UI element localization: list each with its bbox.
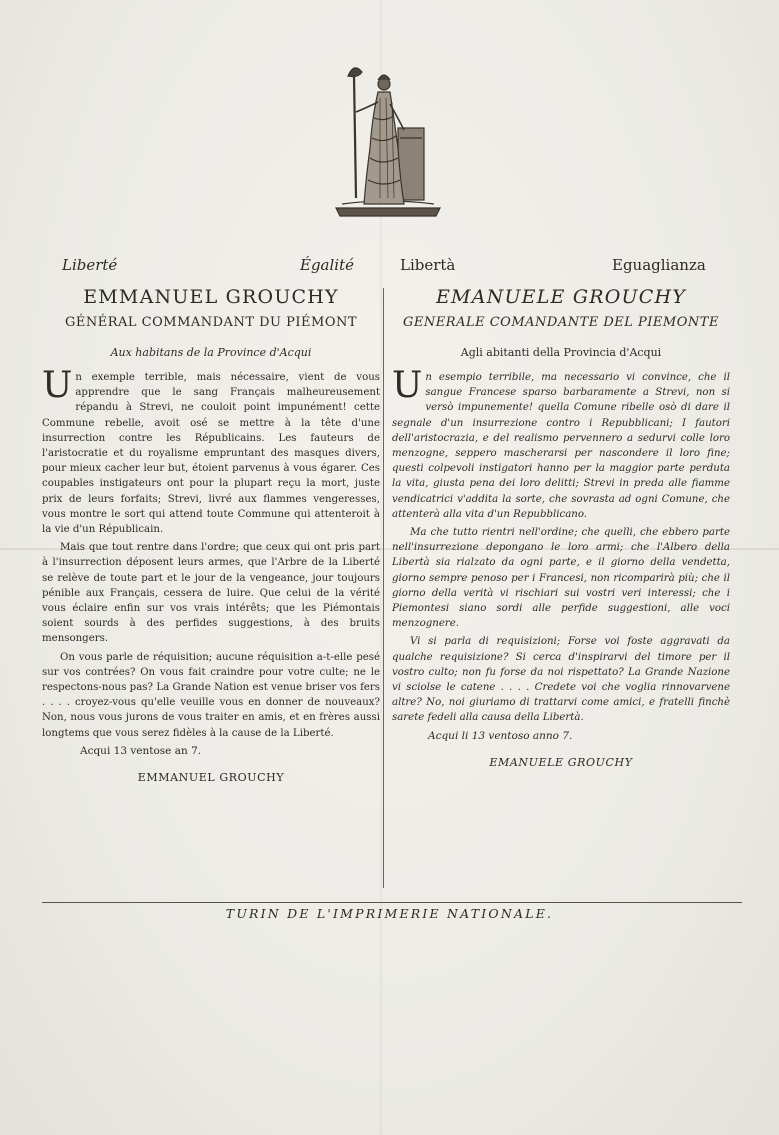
french-paragraph-2: Mais que tout rentre dans l'ordre; que ceux qui ont pris part à l'insurrection déposent leurs armes, que l'Arbre de la Liberté se relève de toute part et le jour de la vengeance, jour toujours pénible aux Français, cessera de luire. Que celui de la vérité vous éclaire enfin sur vos vrais intérêts; que les Piémontais soient sourds à des perfides suggestions, à des bruits mensongers.: [42, 542, 380, 645]
italian-paragraph-2: Ma che tutto rientri nell'ordine; che quelli, che ebbero parte nell'insurrezione depongano le loro armi; che l'Albero della Libertà sia rialzato da ogni parte, e il giorno della vendetta, giorno sempre penoso per i Francesi, non ricomparirà più; che il giorno della verità vi rischiari sui vostri veri interessi; che i Piemontesi siano sordi alle perfide suggestioni, alle voci menzognere.: [392, 527, 730, 630]
italian-dropcap: U: [392, 365, 423, 406]
column-divider: [383, 288, 384, 888]
italian-signature: EMANUELE GROUCHY: [489, 755, 633, 769]
motto-liberta: Libertà: [400, 256, 456, 274]
italian-author-name: EMANUELE GROUCHY: [435, 286, 686, 308]
liberty-figure-vignette-icon: [328, 58, 448, 228]
printer-imprint: TURIN DE L'IMPRIMERIE NATIONALE.: [225, 906, 554, 921]
motto-egalite: Égalité: [300, 256, 354, 274]
french-author-name: EMMANUEL GROUCHY: [83, 286, 339, 308]
italian-paragraph-1-text: n esempio terribile, ma necessario vi convince, che il sangue Francese sparso barbaramente a Strevi, non si versò impunemente! quella Comune ribelle osò di dare il segnale d'un insurrezione contro i Repubblicani; I fautori dell'aristocrazia, e del realismo pervennero a sedurvi colle loro menzogne, seppero mascherarsi per nascondere il loro fine; questi colpevoli instigatori hanno per la maggior parte perduta la vita, giusta pena dei loro delitti; Strevi in preda alle fiamme vendicatrici v'addita la sorte, che sovrasta ad ogni Comune, che attenterà alla vita d'un Repubblicano.: [392, 372, 730, 520]
motto-liberte: Liberté: [62, 256, 118, 274]
french-paragraph-1: [42, 365, 380, 537]
french-signature: EMMANUEL GROUCHY: [137, 770, 285, 784]
french-paragraph-1-text: n exemple terrible, mais nécessaire, vient de vous apprendre que le sang Français malheureusement répandu à Strevi, ne couloit point impunément! cette Commune rebelle, avoit osé se mettre à la tête d'une insurrection contre les Républicains. Les fauteurs de l'aristocratie et du royalisme empruntant des masques divers, pour mieux cacher leur but, étoient parvenus à vous égarer. Ces coupables instigateurs ont pour la plupart reçu la mort, juste prix de leurs forfaits; Strevi, livré aux flammes vengeresses, vous montre le sort qui attend toute Commune qui attenteroit à la vie d'un Républicain.: [42, 372, 380, 536]
imprint-rule: [42, 902, 742, 903]
italian-author-title: GENERALE COMANDANTE DEL PIEMONTE: [403, 315, 719, 330]
french-dateline: Acqui 13 ventose an 7.: [80, 744, 202, 757]
italian-address: Agli abitanti della Provincia d'Acqui: [460, 346, 662, 359]
italian-column: [392, 284, 730, 769]
italian-paragraph-3: Vi si parla di requisizioni; Forse voi foste aggravati da qualche requisizione? Si cerca d'inspirarvi del timore per il vostro culto; non fu forse da noi rispettato? La Grande Nazione vi sciolse le catene . . . . Credete voi che voglia rinnovarvene altre? No, noi giuriamo di trattarvi come amici, e fratelli finchè sarete fedeli alla causa della Libertà.: [392, 636, 730, 724]
french-paragraph-3: On vous parle de réquisition; aucune réquisition a-t-elle pesé sur vos contrées? On vous fait craindre pour votre culte; ne le respectons-nous pas? La Grande Nation est venue briser vos fers . . . . croyez-vous qu'elle veuille vous en donner de nouveaux? Non, nous vous jurons de vous traiter en amis, et en frères aussi longtems que vous serez fidèles à la cause de la Liberté.: [42, 651, 380, 739]
motto-eguaglianza: Eguaglianza: [612, 256, 706, 274]
french-column: [42, 284, 380, 784]
french-author-title: GÉNÉRAL COMMANDANT DU PIÉMONT: [64, 315, 358, 330]
french-address: Aux habitans de la Province d'Acqui: [110, 346, 312, 359]
italian-paragraph-1: [392, 365, 730, 522]
italian-dateline: Acqui li 13 ventoso anno 7.: [428, 729, 573, 742]
french-dropcap: U: [42, 365, 73, 406]
